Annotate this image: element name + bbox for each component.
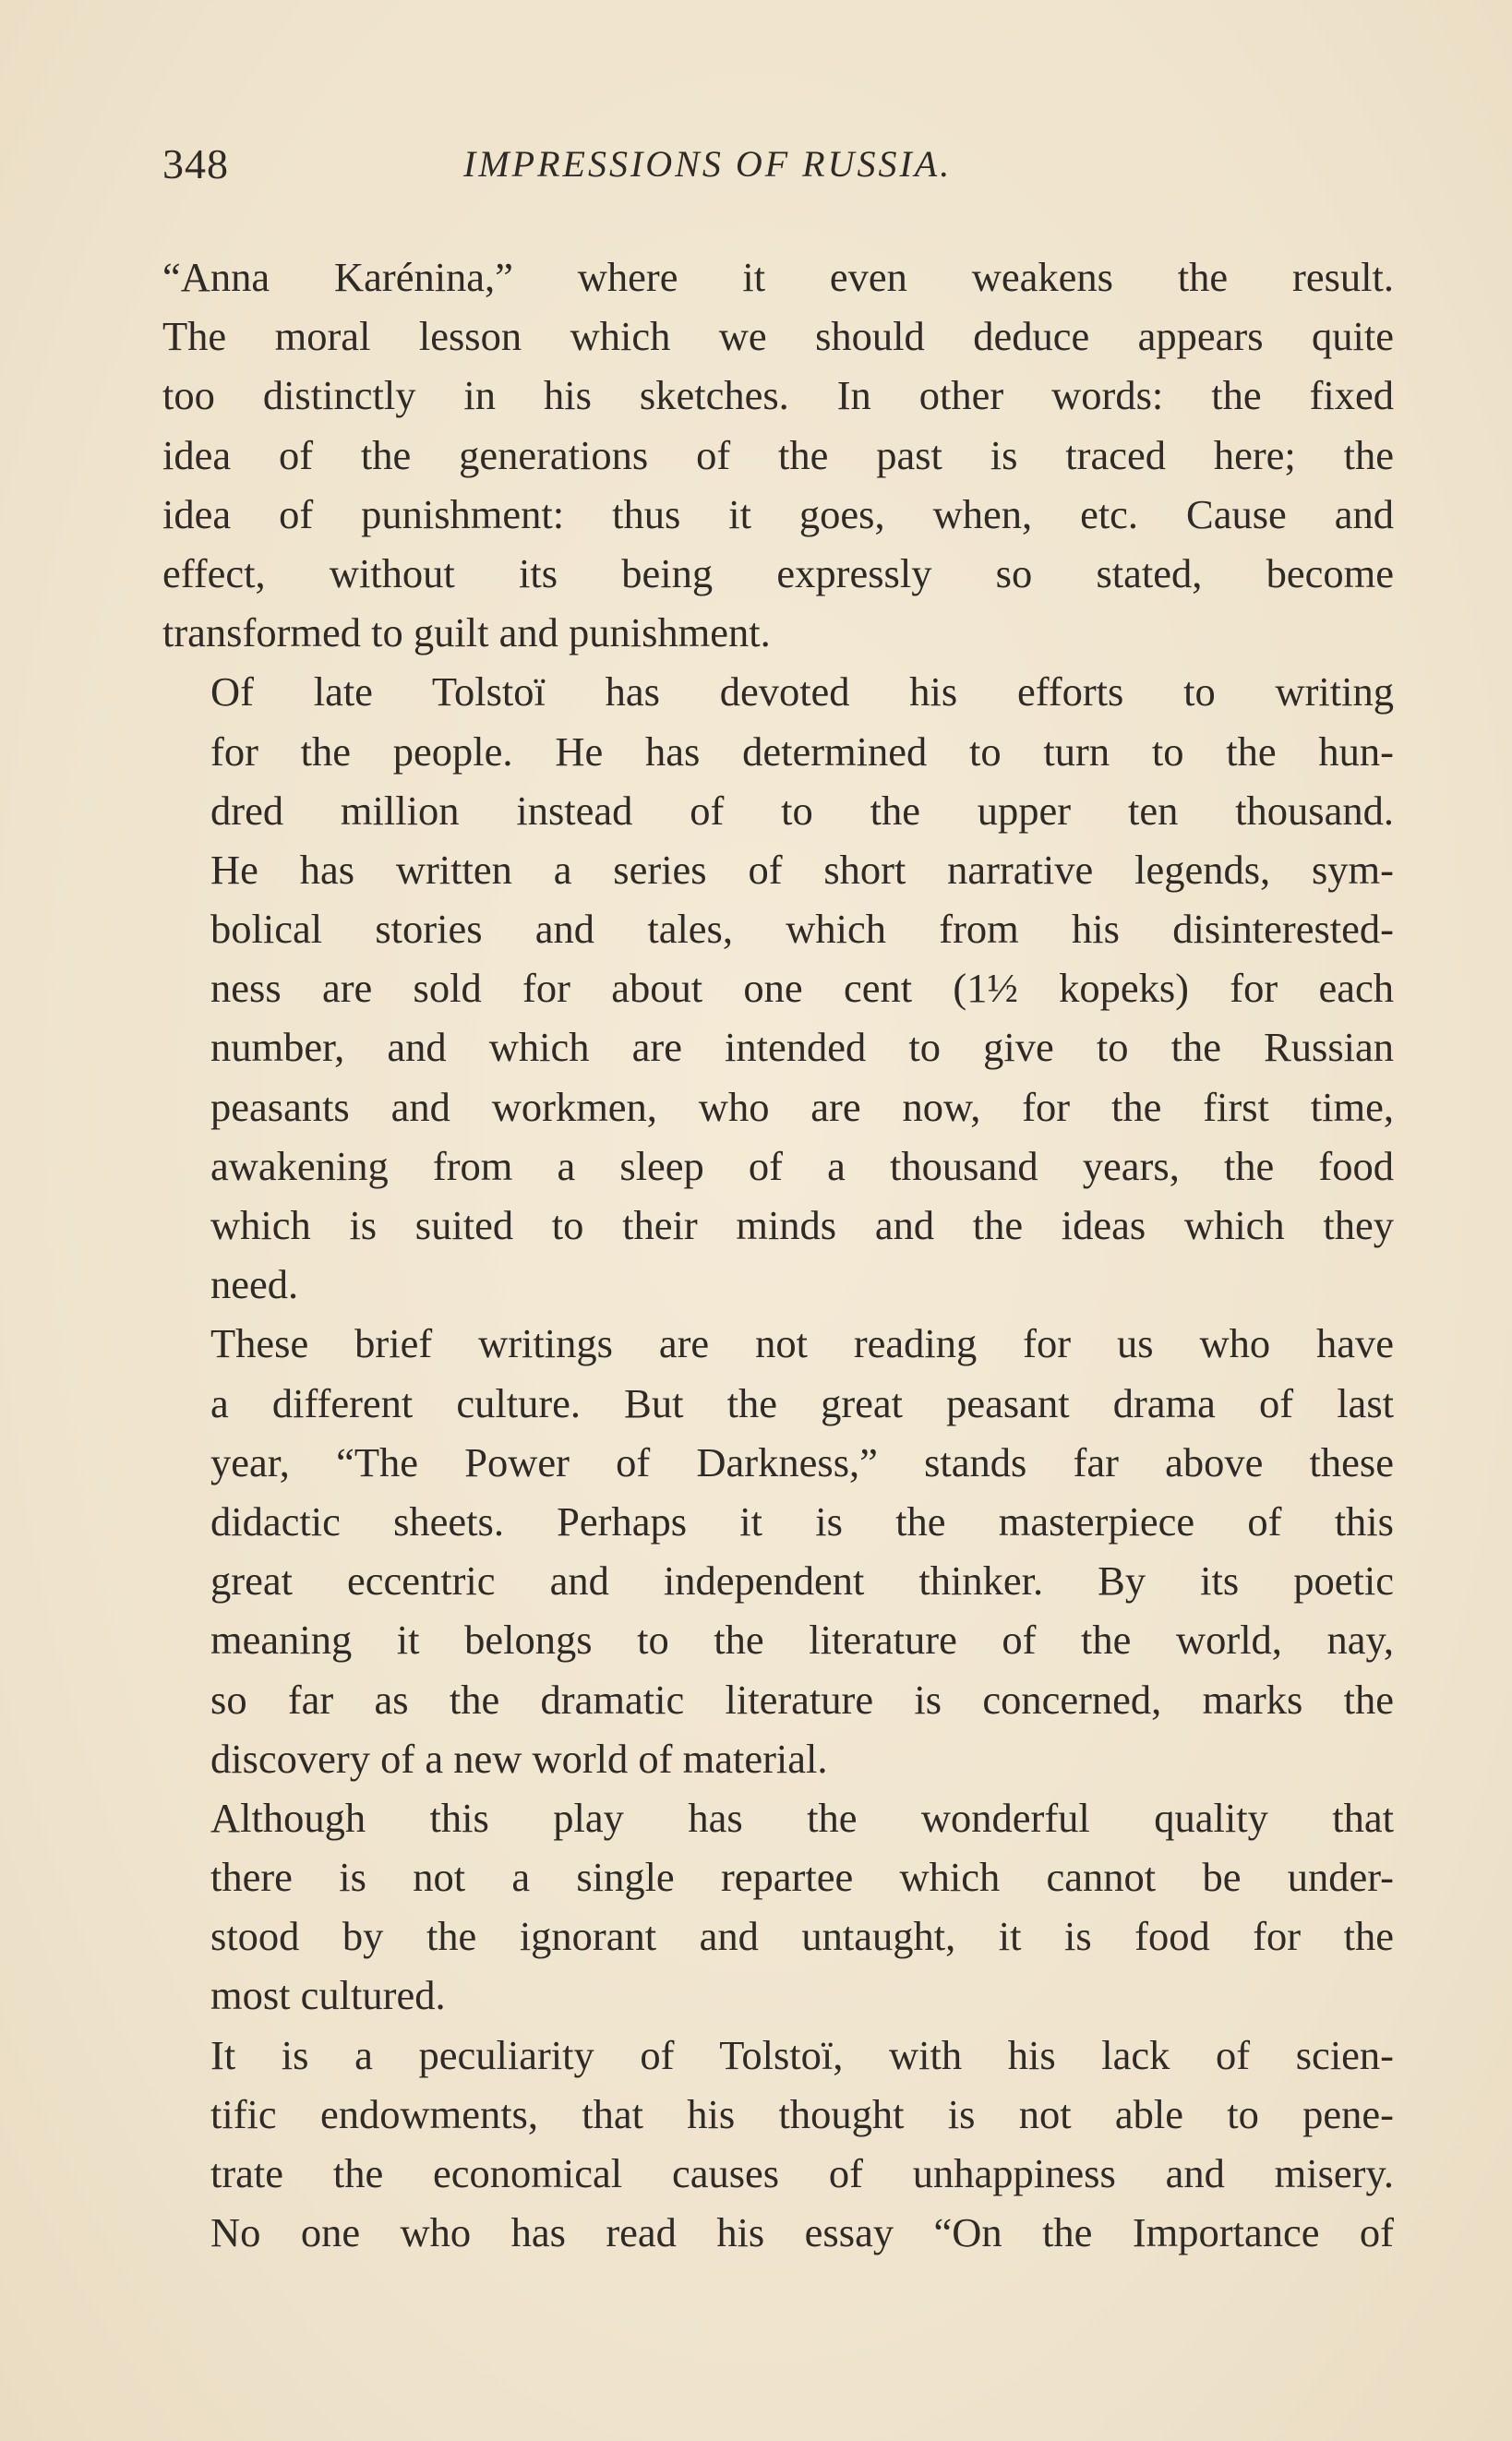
text-line: It is a peculiarity of Tolstoï, with his lack of scien- <box>210 2031 1394 2078</box>
text-line: idea of the generations of the past is traced here; the <box>162 431 1394 478</box>
page-number: 348 <box>162 140 229 187</box>
text-line: number, and which are intended to give to the Russian <box>210 1024 1394 1071</box>
body-text <box>162 247 1394 2262</box>
paragraph-5 <box>162 2026 1394 2263</box>
text-line: ness are sold for about one cent (1½ kopeks) for each <box>210 965 1394 1012</box>
text-line: bolical stories and tales, which from his disinterested- <box>210 906 1394 953</box>
text-line: tific endowments, that his thought is not able to pene- <box>210 2090 1394 2137</box>
text-line: These brief writings are not reading for us who have <box>210 1320 1394 1367</box>
text-line: awakening from a sleep of a thousand years, the food <box>210 1142 1394 1189</box>
text-line: great eccentric and independent thinker. By its poetic <box>210 1557 1394 1605</box>
paragraph-1 <box>162 247 1394 662</box>
text-line: there is not a single repartee which cannot be under- <box>210 1854 1394 1901</box>
text-line: The moral lesson which we should deduce appears quite <box>162 313 1394 360</box>
text-line: effect, without its being expressly so stated, become <box>162 549 1394 596</box>
text-line: No one who has read his essay “On the Importance of <box>210 2209 1394 2256</box>
text-line: too distinctly in his sketches. In other words: the fixed <box>162 372 1394 419</box>
text-line: He has written a series of short narrative legends, sym- <box>210 846 1394 893</box>
paragraph-3 <box>162 1314 1394 1788</box>
text-line: year, “The Power of Darkness,” stands far above these <box>210 1438 1394 1485</box>
text-line: meaning it belongs to the literature of the world, nay, <box>210 1617 1394 1664</box>
text-line: Although this play has the wonderful quality that <box>210 1794 1394 1841</box>
text-line: a different culture. But the great peasant drama of last <box>210 1379 1394 1426</box>
text-line: need. <box>210 1261 299 1308</box>
text-line: “Anna Karénina,” where it even weakens the result. <box>162 254 1394 300</box>
running-head: IMPRESSIONS OF RUSSIA. <box>463 143 953 185</box>
text-line: didactic sheets. Perhaps it is the masterpiece of this <box>210 1497 1394 1545</box>
text-line: which is suited to their minds and the ideas which they <box>210 1202 1394 1248</box>
text-line: stood by the ignorant and untaught, it is food for the <box>210 1913 1394 1960</box>
paragraph-2 <box>162 662 1394 1314</box>
text-line: Of late Tolstoï has devoted his efforts to writing <box>210 668 1394 715</box>
text-line: transformed to guilt and punishment. <box>162 609 771 656</box>
paragraph-4 <box>162 1788 1394 2026</box>
text-line: trate the economical causes of unhappiness and misery. <box>210 2150 1394 2196</box>
page-header <box>162 137 1394 192</box>
text-line: most cultured. <box>210 1972 446 2019</box>
text-line: so far as the dramatic literature is concerned, marks the <box>210 1676 1394 1723</box>
text-line: for the people. He has determined to turn to the hun- <box>210 727 1394 775</box>
text-line: peasants and workmen, who are now, for the first time, <box>210 1083 1394 1130</box>
text-line: dred million instead of to the upper ten thousand. <box>210 787 1394 834</box>
text-line: idea of punishment: thus it goes, when, etc. Cause and <box>162 490 1394 537</box>
text-line: discovery of a new world of material. <box>210 1735 828 1782</box>
